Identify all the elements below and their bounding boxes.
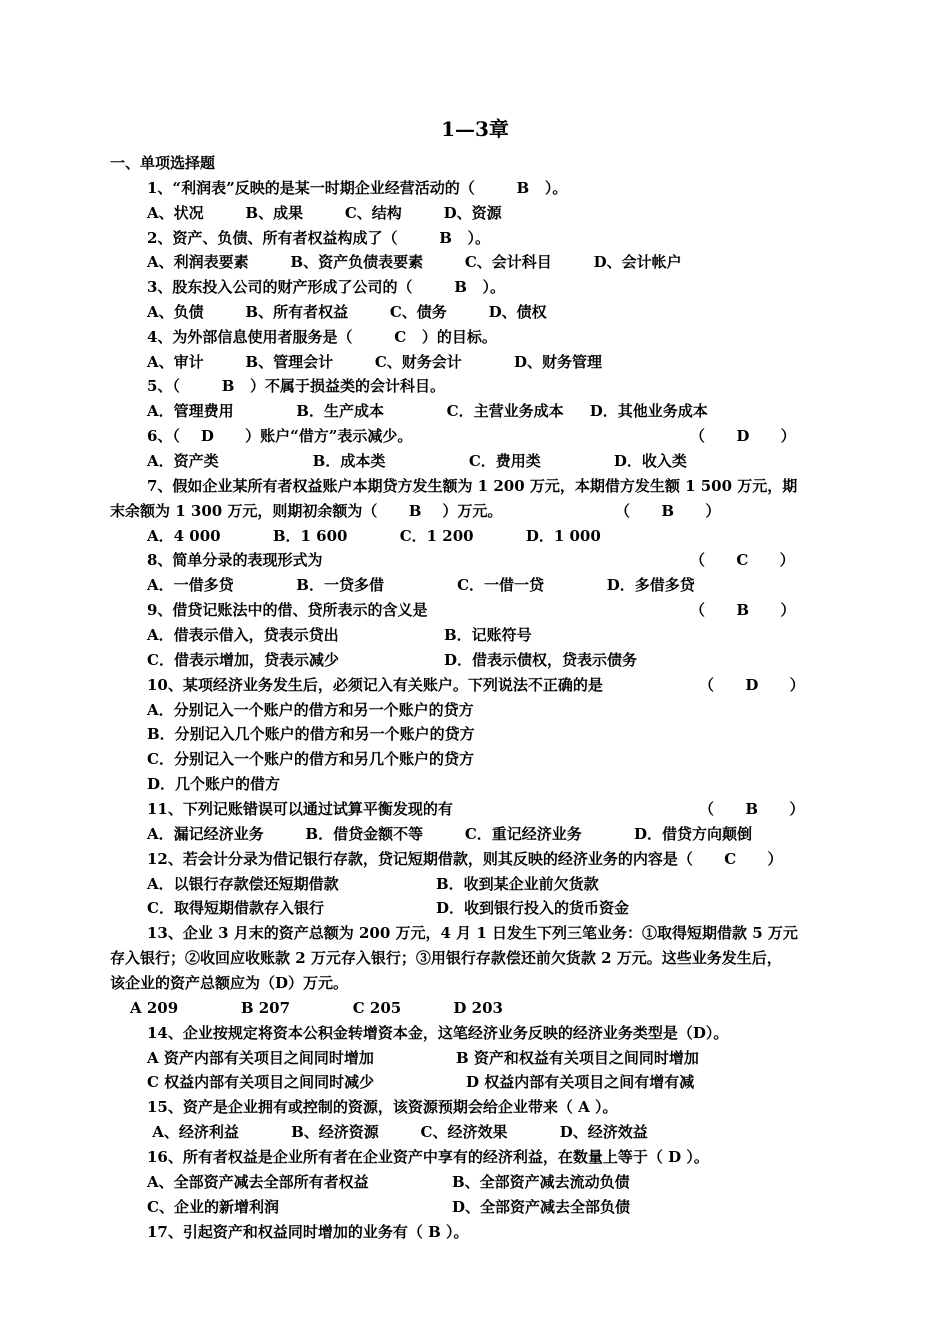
options-5: A．管理费用 B．生产成本 C．主营业务成本 D．其他业务成本: [147, 402, 708, 420]
option-9b: B．记账符号: [444, 626, 532, 644]
question-5: 5、（ B ）不属于损益类的会计科目。: [147, 377, 446, 395]
page-title: 1—3章: [441, 117, 509, 141]
answer-6: （ D ）: [690, 427, 796, 445]
question-8: 8、简单分录的表现形式为: [147, 551, 323, 569]
option-12d: D．收到银行投入的货币资金: [436, 899, 630, 917]
options-7: A．4 000 B．1 600 C．1 200 D．1 000: [147, 527, 601, 545]
question-3: 3、股东投入公司的财产形成了公司的（ B ）。: [147, 278, 506, 296]
option-12a: A．以银行存款偿还短期借款: [147, 875, 339, 893]
option-16a: A、全部资产减去全部所有者权益: [147, 1173, 369, 1191]
option-10c: C．分别记入一个账户的借方和另几个账户的贷方: [147, 750, 474, 768]
question-2: 2、资产、负债、所有者权益构成了（ B ）。: [147, 229, 491, 247]
answer-11: （ B ）: [699, 800, 805, 818]
options-3: A、负债 B、所有者权益 C、债务 D、债权: [147, 303, 547, 321]
option-12b: B．收到某企业前欠货款: [436, 875, 599, 893]
option-14a: A 资产内部有关项目之间同时增加: [147, 1049, 374, 1067]
question-1: 1、“利润表”反映的是某一时期企业经营活动的（ B ）。: [147, 179, 568, 197]
question-12: 12、若会计分录为借记银行存款，贷记短期借款，则其反映的经济业务的内容是（ C ）: [147, 850, 783, 868]
question-9: 9、借贷记账法中的借、贷所表示的含义是: [147, 601, 428, 619]
question-16: 16、所有者权益是企业所有者在企业资产中享有的经济利益，在数量上等于（ D ）。: [147, 1148, 709, 1166]
question-13-line-2: 存入银行；②收回应收账款 2 万元存入银行；③用银行存款偿还前欠货款 2 万元。这些业务发生后，: [110, 949, 782, 967]
question-14: 14、企业按规定将资本公积金转增资本金，这笔经济业务反映的经济业务类型是（D）。: [147, 1024, 729, 1042]
options-15: A、经济利益 B、经济资源 C、经济效果 D、经济效益: [147, 1123, 648, 1141]
options-13: A 209 B 207 C 205 D 203: [130, 999, 503, 1017]
options-11: A．漏记经济业务 B．借贷金额不等 C．重记经济业务 D．借贷方向颠倒: [147, 825, 753, 843]
options-1: A、状况 B、成果 C、结构 D、资源: [147, 204, 502, 222]
option-10d: D．几个账户的借方: [147, 775, 281, 793]
option-16c: C、企业的新增利润: [147, 1198, 279, 1216]
question-4: 4、为外部信息使用者服务是（ C ）的目标。: [147, 328, 497, 346]
option-14b: B 资产和权益有关项目之间同时增加: [456, 1049, 699, 1067]
answer-7: （ B ）: [615, 502, 721, 520]
question-7-line-1: 7、假如企业某所有者权益账户本期贷方发生额为 1 200 万元，本期借方发生额 1 500 万元，期: [147, 477, 798, 495]
options-2: A、利润表要素 B、资产负债表要素 C、会计科目 D、会计帐户: [147, 253, 682, 271]
question-10: 10、某项经济业务发生后，必须记入有关账户。下列说法不正确的是: [147, 676, 603, 694]
question-13-line-1: 13、企业 3 月末的资产总额为 200 万元，4 月 1 日发生下列三笔业务：①取得短期借款 5 万元: [147, 924, 798, 942]
options-8: A．一借多贷 B．一贷多借 C．一借一贷 D．多借多贷: [147, 576, 695, 594]
question-7-line-2: 末余额为 1 300 万元，则期初余额为（ B ）万元。: [110, 502, 503, 520]
option-10b: B．分别记入几个账户的借方和另一个账户的贷方: [147, 725, 475, 743]
question-17: 17、引起资产和权益同时增加的业务有（ B ）。: [147, 1223, 469, 1241]
option-14d: D 权益内部有关项目之间有增有减: [466, 1073, 695, 1091]
question-6: 6、（ D ）账户“借方”表示减少。: [147, 427, 413, 445]
section-heading: 一、单项选择题: [110, 154, 216, 172]
options-4: A、审计 B、管理会计 C、财务会计 D、财务管理: [147, 353, 603, 371]
option-9a: A．借表示借入，贷表示贷出: [147, 626, 339, 644]
question-15: 15、资产是企业拥有或控制的资源，该资源预期会给企业带来（ A ）。: [147, 1098, 618, 1116]
answer-9: （ B ）: [690, 601, 796, 619]
option-16b: B、全部资产减去流动负债: [452, 1173, 630, 1191]
answer-10: （ D ）: [699, 676, 805, 694]
options-6: A．资产类 B．成本类 C．费用类 D．收入类: [147, 452, 687, 470]
option-9c: C．借表示增加，贷表示减少: [147, 651, 339, 669]
option-10a: A．分别记入一个账户的借方和另一个账户的贷方: [147, 701, 474, 719]
question-13-line-3: 该企业的资产总额应为（D）万元。: [110, 974, 349, 992]
option-16d: D、全部资产减去全部负债: [452, 1198, 631, 1216]
option-14c: C 权益内部有关项目之间同时减少: [147, 1073, 375, 1091]
answer-8: （ C ）: [690, 551, 795, 569]
option-9d: D．借表示债权，贷表示债务: [444, 651, 638, 669]
option-12c: C．取得短期借款存入银行: [147, 899, 324, 917]
question-11: 11、下列记账错误可以通过试算平衡发现的有: [147, 800, 453, 818]
